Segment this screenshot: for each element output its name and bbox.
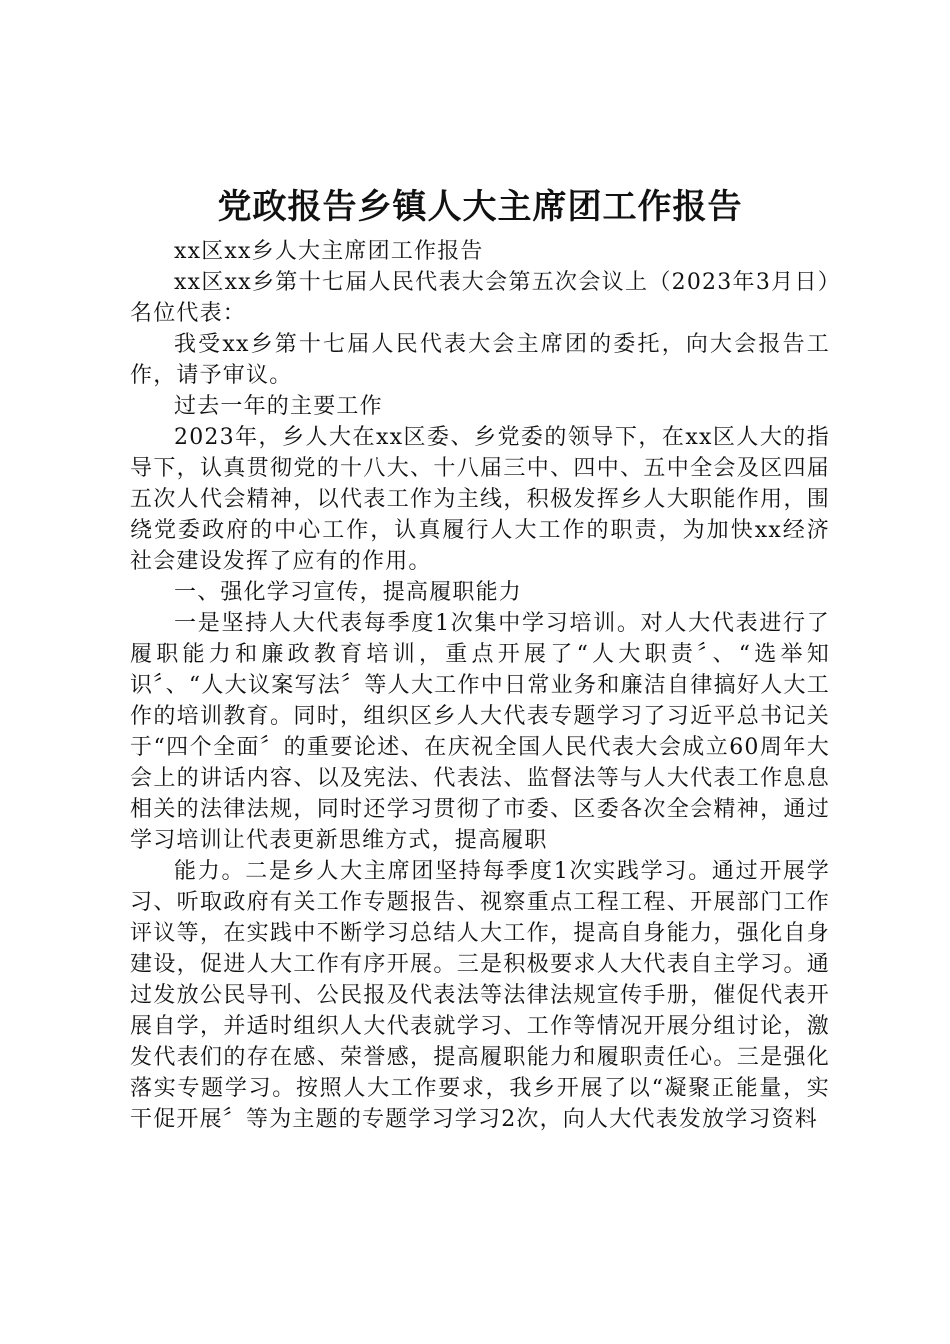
paragraph-report-heading: xx区xx乡人大主席团工作报告: [174, 239, 484, 264]
document-title: 党政报告乡镇人大主席团工作报告: [217, 187, 743, 227]
paragraph-section-past-year: 过去一年的主要工作: [174, 394, 383, 419]
paragraph-overview-2023: 2023年，乡人大在xx区委、乡党委的领导下，在xx区人大的指导下，认真贯彻党的十八大、十八届三中、四中、五中全会及区四届五次人代会精神，以代表工作为主线，积极发挥乡人大职能作用，围绕党委政府的中心工作，认真履行人大工作的职责，为加快xx经济社会建设发挥了应有的作用。: [130, 425, 830, 574]
paragraph-section-one: 一、强化学习宣传，提高履职能力: [174, 580, 523, 605]
document-body: [130, 236, 830, 1135]
paragraph-practice-study: 能力。二是乡人大主席团坚持每季度1次实践学习。通过开展学习、听取政府有关工作专题报告、视察重点工程工程、开展部门工作评议等，在实践中不断学习总结人大工作，提高自身能力，强化自身建设，促进人大工作有序开展。三是积极要求人大代表自主学习。通过发放公民导刊、公民报及代表法等法律法规宣传手册，催促代表开展自学，并适时组织人大代表就学习、工作等情况开展分组讨论，激发代表们的存在感、荣誉感，提高履职能力和履职责任心。三是强化落实专题学习。按照人大工作要求，我乡开展了以“凝聚正能量，实干促开展〞等为主题的专题学习学习2次，向人大代表发放学习资料: [130, 859, 830, 1132]
document-page: [130, 182, 830, 1135]
paragraph-training: 一是坚持人大代表每季度1次集中学习培训。对人大代表进行了履职能力和廉政教育培训，重点开展了“人大职责〞、“选举知识〞、“人大议案写法〞等人大工作中日常业务和廉洁自律搞好人大工作的培训教育。同时，组织区乡人大代表专题学习了习近平总书记关于“四个全面〞的重要论述、在庆祝全国人民代表大会成立60周年大会上的讲话内容、以及宪法、代表法、监督法等与人大代表工作息息相关的法律法规，同时还学习贯彻了市委、区委各次全会精神，通过学习培训让代表更新思维方式，提高履职: [130, 611, 830, 853]
paragraph-entrusted: 我受xx乡第十七届人民代表大会主席团的委托，向大会报告工作，请予审议。: [130, 332, 830, 388]
paragraph-meeting-line: xx区xx乡第十七届人民代表大会第五次会议上（2023年3月日）名位代表：: [130, 270, 830, 326]
